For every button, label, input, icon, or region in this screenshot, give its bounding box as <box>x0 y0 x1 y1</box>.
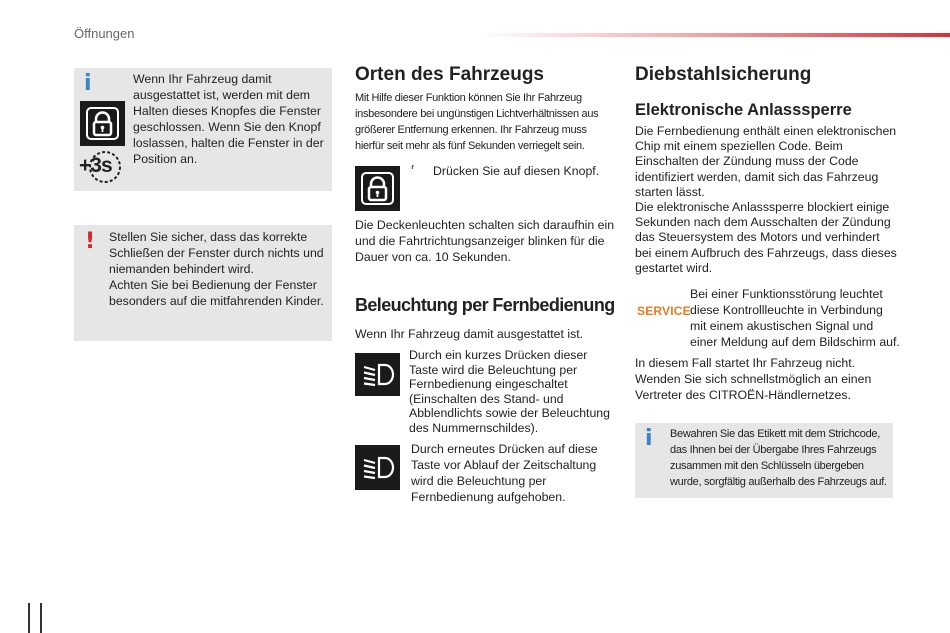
section-label: Öffnungen <box>74 26 135 41</box>
page-edge-marker <box>28 603 42 633</box>
para-chip: Die Fernbedienung enthält einen elektronischen Chip mit einem speziellen Code. Beim Einschalten der Zündung muss der Code identifiziert werden, damit sich das Fahrzeug starten lässt. <box>635 124 897 199</box>
info-text-window-hold: Wenn Ihr Fahrzeug damit ausgestattet ist, werden mit dem Halten dieses Knopfes die Fenster geschlossen. Wenn Sie den Knopf loslassen, halten die Fenster in der Position an. <box>133 72 324 166</box>
info-icon: i <box>84 71 92 96</box>
para-blocking: Die elektronische Anlasssperre blockiert einige Sekunden nach dem Ausschalten der Zündung das Steuersystem des Motors und verhindert bei einem Aufbruch des Fahrzeugs, dass dieses gestartet wird. <box>635 200 897 275</box>
light-off-text: Durch erneutes Drücken auf diese Taste vor Ablauf der Zeitschaltung wird die Beleuchtung per Fernbedienung aufgehoben. <box>411 442 598 504</box>
lock-button-icon <box>80 101 125 146</box>
warning-text-2: Achten Sie bei Bedienung der Fenster besonders auf die mitfahrenden Kinder. <box>109 278 324 308</box>
info-text-label: Bewahren Sie das Etikett mit dem Strichcode, das Ihnen bei der Übergabe Ihres Fahrzeugs zusammen mit den Schlüsseln übergeben wurde, sorgfältig außerhalb des Fahrzeugs auf. <box>670 428 887 488</box>
service-text: Bei einer Funktionsstörung leuchtet diese Kontrollleuchte in Verbindung mit einem akustischen Signal und einer Meldung auf dem Bildschirm auf. <box>690 287 900 349</box>
warning-text-1: Stellen Sie sicher, dass das korrekte Schließen der Fenster durch nichts und niemanden behindert wird. <box>109 230 324 276</box>
header-rule <box>480 33 950 37</box>
bullet-arrow-icon: ⸢ <box>411 165 415 176</box>
headlight-button-icon <box>355 353 400 396</box>
light-on-text: Durch ein kurzes Drücken dieser Taste wird die Beleuchtung per Fernbedienung eingeschaltet (Einschalten des Stand- und Abblendlichts sowie der Beleuchtung des Nummernschildes). <box>409 348 610 435</box>
headlight-button-icon-2 <box>355 445 400 490</box>
info-icon-2: i <box>645 426 653 451</box>
hold-3s-icon <box>78 150 124 184</box>
bullet-press-button: Drücken Sie auf diesen Knopf. <box>433 164 600 178</box>
lock-button-icon-2 <box>355 166 400 211</box>
subtitle-anlasssperre: Elektronische Anlasssperre <box>635 101 852 119</box>
equip-note: Wenn Ihr Fahrzeug damit ausgestattet ist. <box>355 327 584 341</box>
title-beleuchtung: Beleuchtung per Fernbedienung <box>355 295 615 315</box>
intro-orten: Mit Hilfe dieser Funktion können Sie Ihr Fahrzeug insbesondere bei ungünstigen Lichtverhältnissen aus größerer Entfernung erkennen. Ihr Fahrzeug muss hierfür seit mehr als fünf Sekunden verriegelt sein. <box>355 92 599 152</box>
hold-3s-label: +3s <box>79 154 112 177</box>
service-warning-icon: SERVICE <box>637 304 691 318</box>
para-dealer: In diesem Fall startet Ihr Fahrzeug nicht. Wenden Sie sich schnellstmöglich an einen Vertreter des CITROËN-Händlernetzes. <box>635 356 872 402</box>
title-orten: Orten des Fahrzeugs <box>355 64 544 85</box>
result-orten: Die Deckenleuchten schalten sich daraufhin ein und die Fahrtrichtungsanzeiger blinken für die Dauer von ca. 10 Sekunden. <box>355 218 615 264</box>
title-diebstahl: Diebstahlsicherung <box>635 64 812 85</box>
warning-icon: ! <box>85 229 96 254</box>
